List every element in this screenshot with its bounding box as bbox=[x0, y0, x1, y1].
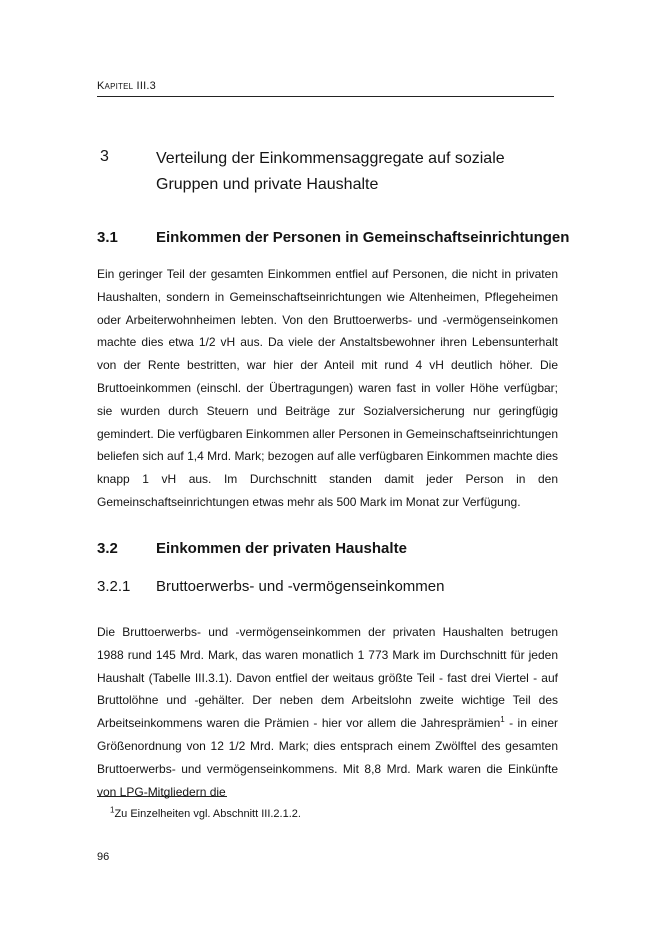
footnote-reference: 1 bbox=[500, 715, 505, 725]
section-number-3-1: 3.1 bbox=[97, 229, 118, 246]
section-title-3-1: Einkommen der Personen in Gemeinschaftseinrichtungen bbox=[156, 229, 570, 246]
subsection-title-3-2-1: Bruttoerwerbs- und -vermögenseinkommen bbox=[156, 578, 445, 595]
chapter-title: Verteilung der Einkommensaggregate auf soziale Gruppen und private Haushalte bbox=[156, 150, 505, 193]
header-rule bbox=[97, 96, 554, 97]
section-number-3-2: 3.2 bbox=[97, 540, 118, 557]
footnote-rule bbox=[97, 796, 227, 797]
footnote-text: Zu Einzelheiten vgl. Abschnitt III.2.1.2. bbox=[114, 808, 301, 820]
paragraph-3-2-1-part-1: Die Bruttoerwerbs- und -vermögenseinkommen der privaten Haushalten betrugen 1988 rund 145 Mrd. Mark, das waren monatlich 1 773 Mark im Durchschnitt für jeden Haushalt (Tabelle III.3.1). Davon entfiel der weitaus größte Teil - fast drei Viertel - auf Bruttolöhne und -gehälter. Der neben dem Arbeitslohn zweite wichtige Teil des Arbeitseinkommens waren die Prämien - hier vor allem die Jahresprämien bbox=[97, 625, 558, 731]
footnote-mark: 1 bbox=[110, 805, 115, 815]
chapter-number: 3 bbox=[100, 148, 109, 165]
paragraph-3-1: Ein geringer Teil der gesamten Einkommen entfiel auf Personen, die nicht in privaten Haushalten, sondern in Gemeinschaftseinrichtungen wie Altenheimen, Pflegeheimen oder Arbeiterwohnheimen lebten. Von den Bruttoerwerbs- und -vermögenseinkomen machte dies etwa 1/2 vH aus. Da viele der Anstaltsbewohner ihren Lebensunterhalt von der Rente bestritten, war hier der Anteil mit rund 4 vH deutlich höher. Die Bruttoeinkommen (einschl. der Übertragungen) waren fast in voller Höhe verfügbar; sie wurden durch Steuern und Beiträge zur Sozialversicherung nur geringfügig gemindert. Die verfügbaren Einkommen aller Personen in Gemeinschaftseinrichtungen beliefen sich auf 1,4 Mrd. Mark; bezogen auf alle verfügbaren Einkommen machte dies knapp 1 vH aus. Im Durchschnitt standen damit jeder Person in den Gemeinschaftseinrichtungen etwas mehr als 500 Mark im Monat zur Verfügung. bbox=[97, 267, 558, 509]
paragraph-3-2-1 bbox=[97, 621, 558, 803]
footnote bbox=[110, 805, 301, 820]
subsection-number-3-2-1: 3.2.1 bbox=[97, 578, 131, 595]
section-title-3-2: Einkommen der privaten Haushalte bbox=[156, 540, 407, 557]
running-head: Kapitel III.3 bbox=[97, 80, 156, 92]
paragraph-3-2-1-part-2: - in einer Größenordnung von 12 1/2 Mrd. Mark; dies entsprach einem Zwölftel des gesamten Bruttoerwerbs- und vermögenseinkommens. Mit 8,8 Mrd. Mark waren die Einkünfte von LPG-Mitgliedern die bbox=[97, 716, 558, 799]
page-number: 96 bbox=[97, 851, 110, 863]
